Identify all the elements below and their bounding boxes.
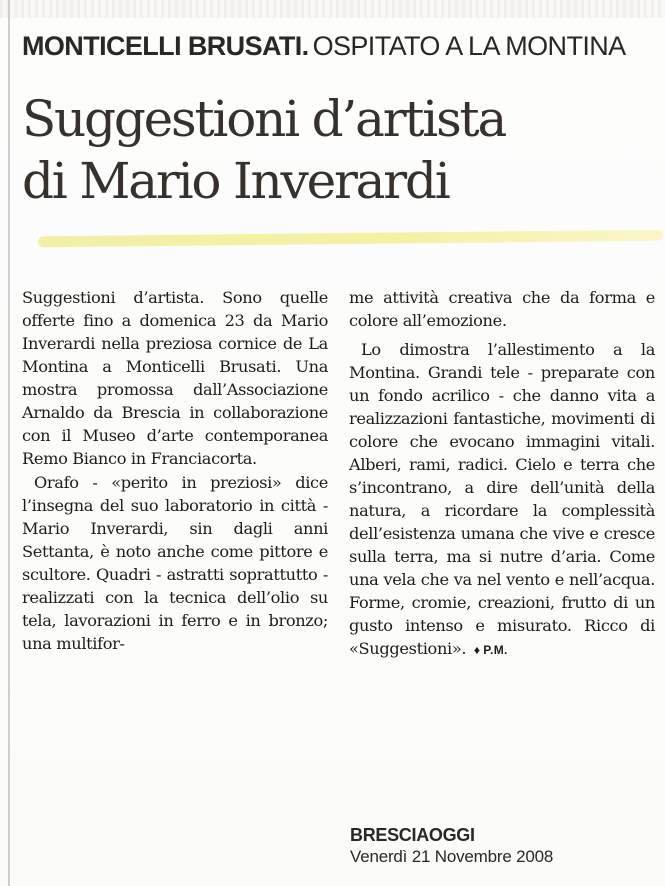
kicker	[22, 30, 652, 62]
paragraph: Orafo - «perito in preziosi» dice l’insegna del suo laboratorio in città - Mario Inverardi, sin dagli anni Settanta, è noto anche come pittore e scultore. Quadri - astratti soprattutto - realizzati con la tecnica dell’olio su tela, lavorazioni in ferro e in bronzo; una multifor-	[22, 473, 328, 653]
publication-date: Venerdì 21 Novembre 2008	[350, 847, 554, 866]
paragraph-text: Lo dimostra l’allestimento a la Montina. Grandi tele - preparate con un fondo acrilico - che danno vita a realizzazioni fantastiche, movimenti di colore che evocano immagini vitali. Alberi, rami, radici. Cielo e terra che s’incontrano, a dire dell’unità della natura, a ricordare la complessità dell’esistenza umana che vive e cresce sulla terra, ma si nutre d’aria. Come una vela che va nel vento e nell’acqua. Forme, cromie, creazioni, frutto di un gusto intenso e misurato. Ricco di «Suggestioni».	[349, 340, 655, 658]
column-rule	[8, 0, 10, 886]
paragraph	[349, 338, 655, 662]
kicker-place: MONTICELLI BRUSATI.	[22, 31, 309, 61]
highlighter-mark	[38, 230, 663, 248]
article-column-left	[22, 286, 328, 655]
diamond-icon: ♦	[473, 643, 481, 657]
byline-initials: P.M.	[483, 643, 508, 657]
kicker-subtitle: OSPITATO A LA MONTINA	[312, 31, 626, 61]
paragraph: Suggestioni d’artista. Sono quelle offerte fino a domenica 23 da Mario Inverardi nella preziosa cornice de La Montina a Monticelli Brusati. Una mostra promossa dall’Associazione Arnaldo da Brescia in collaborazione con il Museo d’arte contemporanea Remo Bianco in Franciacorta.	[22, 288, 328, 468]
byline	[470, 643, 507, 657]
headline-line-2: di Mario Inverardi	[22, 152, 449, 210]
headline	[22, 88, 662, 212]
paragraph-continuation: me attività creativa che da forma e colore all’emozione.	[349, 288, 655, 330]
article-column-right	[349, 286, 655, 662]
newspaper-name: BRESCIAOGGI	[350, 825, 475, 845]
scan-edge	[0, 0, 665, 18]
headline-line-1: Suggestioni d’artista	[22, 90, 506, 148]
